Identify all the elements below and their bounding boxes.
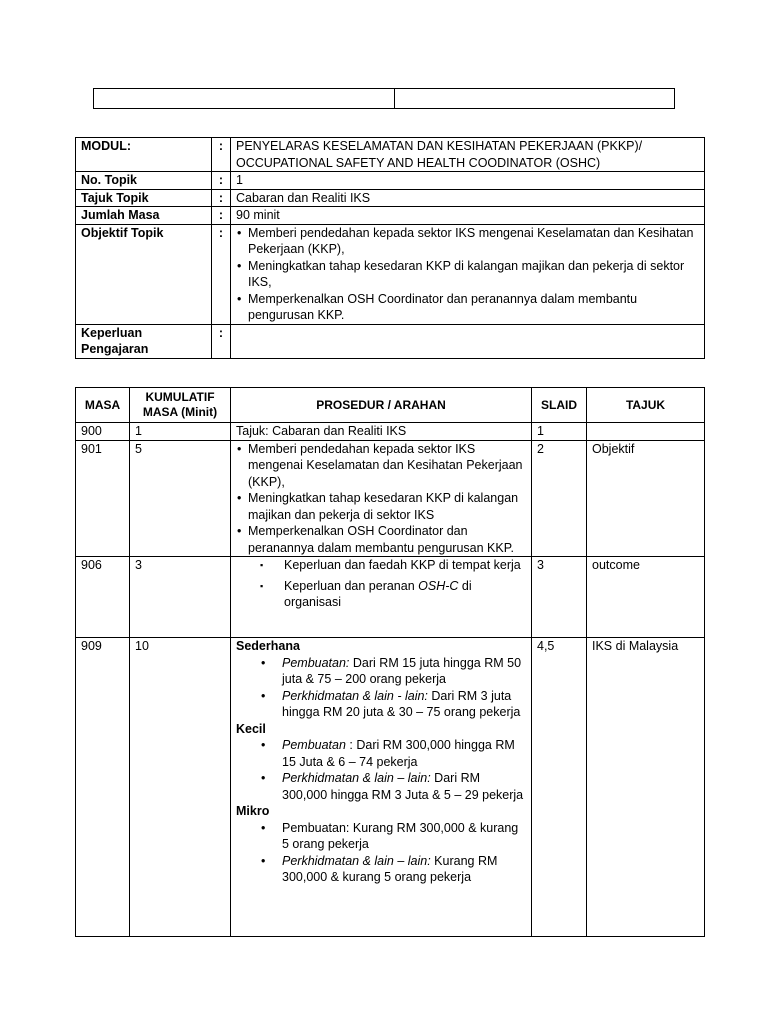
slaid-cell: 1 xyxy=(532,423,587,441)
masa-cell: 906 xyxy=(76,557,130,638)
item-text: Dari RM 3 juta hingga RM 20 juta & 30 – 75 orang pekerja xyxy=(282,688,521,719)
kumulatif-header-line: MASA (Minit) xyxy=(142,405,218,419)
header-box-left-cell xyxy=(94,89,395,109)
item-emphasis: Perkhidmatan & lain – lain: xyxy=(282,771,431,785)
item-emphasis: OSH-C xyxy=(418,578,459,593)
prosedur-list xyxy=(236,441,526,557)
info-colon: : xyxy=(212,224,231,324)
category-item xyxy=(236,770,526,803)
category-item xyxy=(236,737,526,770)
category-title: Kecil xyxy=(236,721,266,736)
objektif-list xyxy=(236,225,699,324)
info-colon: : xyxy=(212,138,231,172)
category-list xyxy=(236,737,526,803)
category-title: Mikro xyxy=(236,804,270,818)
category-item xyxy=(236,853,526,886)
prosedur-list xyxy=(236,557,526,611)
prosedur-item: • Meningkatkan tahap kesedaran KKP di kalangan majikan dan pekerja di sektor IKS xyxy=(236,490,526,523)
info-label: MODUL: xyxy=(76,138,212,172)
info-value: 1 xyxy=(231,172,705,190)
col-header-masa: MASA xyxy=(76,388,130,423)
item-text: Dari RM 300,000 hingga RM 3 Juta & 5 – 29 pekerja xyxy=(282,771,524,802)
item-text: : Dari RM 300,000 hingga RM 15 Juta & 6 – 74 pekerja xyxy=(282,738,515,769)
prosedur-cell xyxy=(231,638,532,937)
kumulatif-cell: 5 xyxy=(130,440,231,557)
objektif-item: • Memberi pendedahan kepada sektor IKS mengenai Keselamatan dan Kesihatan Pekerjaan (KKP), xyxy=(236,225,699,258)
prosedur-cell xyxy=(231,557,532,638)
modul-line: OCCUPATIONAL SAFETY AND HEALTH COODINATOR (OSHC) xyxy=(236,155,601,170)
col-header-slaid: SLAID xyxy=(532,388,587,423)
masa-cell: 909 xyxy=(76,638,130,937)
info-value: Cabaran dan Realiti IKS xyxy=(231,189,705,207)
objektif-list-cell xyxy=(231,224,705,324)
col-header-prosedur: PROSEDUR / ARAHAN xyxy=(231,388,532,423)
item-text: Kurang RM 300,000 & kurang 5 orang pekerja xyxy=(282,853,498,884)
info-label: Objektif Topik xyxy=(76,224,212,324)
schedule-table xyxy=(75,387,705,937)
prosedur-item xyxy=(236,578,526,611)
item-text: di organisasi xyxy=(284,578,472,609)
modul-line: PENYELARAS KESELAMATAN DAN KESIHATAN PEKERJAAN (PKKP)/ xyxy=(236,139,643,153)
masa-cell: 900 xyxy=(76,423,130,441)
category-item xyxy=(236,655,526,688)
slaid-cell: 3 xyxy=(532,557,587,638)
objektif-item: • Memperkenalkan OSH Coordinator dan peranannya dalam membantu pengurusan KKP. xyxy=(236,291,699,324)
header-box xyxy=(93,88,675,109)
info-colon: : xyxy=(212,207,231,225)
info-row-tajuk-topik xyxy=(76,189,705,207)
info-row-jumlah-masa xyxy=(76,207,705,225)
keperluan-label-line: Pengajaran xyxy=(81,342,149,356)
info-row-keperluan xyxy=(76,324,705,358)
info-row-no-topik xyxy=(76,172,705,190)
item-emphasis: Pembuatan xyxy=(282,738,346,752)
objektif-item: • Meningkatkan tahap kesedaran KKP di kalangan majikan dan pekerja di sektor IKS, xyxy=(236,258,699,291)
category-title: Sederhana xyxy=(236,639,300,653)
info-value xyxy=(231,324,705,358)
prosedur-item: ▪ Keperluan dan faedah KKP di tempat kerja xyxy=(236,557,526,574)
table-row xyxy=(76,638,705,937)
info-label: Tajuk Topik xyxy=(76,189,212,207)
col-header-kumulatif xyxy=(130,388,231,423)
info-colon: : xyxy=(212,172,231,190)
item-emphasis: Perkhidmatan & lain – lain: xyxy=(282,853,431,868)
slaid-cell: 2 xyxy=(532,440,587,557)
info-row-objektif xyxy=(76,224,705,324)
info-value-modul xyxy=(231,138,705,172)
kumulatif-cell: 3 xyxy=(130,557,231,638)
item-emphasis: Pembuatan: xyxy=(282,655,350,670)
item-text: Dari RM 15 juta hingga RM 50 juta & 75 – 200 orang pekerja xyxy=(282,655,522,686)
table-row xyxy=(76,440,705,557)
category-list xyxy=(236,820,526,886)
kumulatif-cell: 10 xyxy=(130,638,231,937)
info-label: Jumlah Masa xyxy=(76,207,212,225)
slaid-cell: 4,5 xyxy=(532,638,587,937)
info-row-modul xyxy=(76,138,705,172)
info-label: No. Topik xyxy=(76,172,212,190)
prosedur-cell: Tajuk: Cabaran dan Realiti IKS xyxy=(231,423,532,441)
info-value: 90 minit xyxy=(231,207,705,225)
info-colon: : xyxy=(212,189,231,207)
item-emphasis: Perkhidmatan & lain - lain: xyxy=(282,688,428,703)
prosedur-item: • Memberi pendedahan kepada sektor IKS mengenai Keselamatan dan Kesihatan Pekerjaan (KKP), xyxy=(236,441,526,491)
col-header-tajuk: TAJUK xyxy=(587,388,705,423)
header-box-right-cell xyxy=(395,89,675,109)
prosedur-cell xyxy=(231,440,532,557)
kumulatif-header-line: KUMULATIF xyxy=(145,390,215,404)
info-label xyxy=(76,324,212,358)
item-text: Keperluan dan peranan xyxy=(284,578,419,593)
tajuk-cell: Objektif xyxy=(587,440,705,557)
tajuk-cell xyxy=(587,423,705,441)
kumulatif-cell: 1 xyxy=(130,423,231,441)
tajuk-cell: outcome xyxy=(587,557,705,638)
category-item: • Pembuatan: Kurang RM 300,000 & kurang 5 orang pekerja xyxy=(236,820,526,853)
schedule-header-row xyxy=(76,388,705,423)
module-info-table xyxy=(75,137,705,359)
table-row xyxy=(76,423,705,441)
keperluan-label-line: Keperluan xyxy=(81,325,143,340)
table-row xyxy=(76,557,705,638)
category-list xyxy=(236,655,526,721)
info-colon: : xyxy=(212,324,231,358)
category-item xyxy=(236,688,526,721)
tajuk-cell: IKS di Malaysia xyxy=(587,638,705,937)
masa-cell: 901 xyxy=(76,440,130,557)
prosedur-item: • Memperkenalkan OSH Coordinator dan peranannya dalam membantu pengurusan KKP. xyxy=(236,523,526,556)
